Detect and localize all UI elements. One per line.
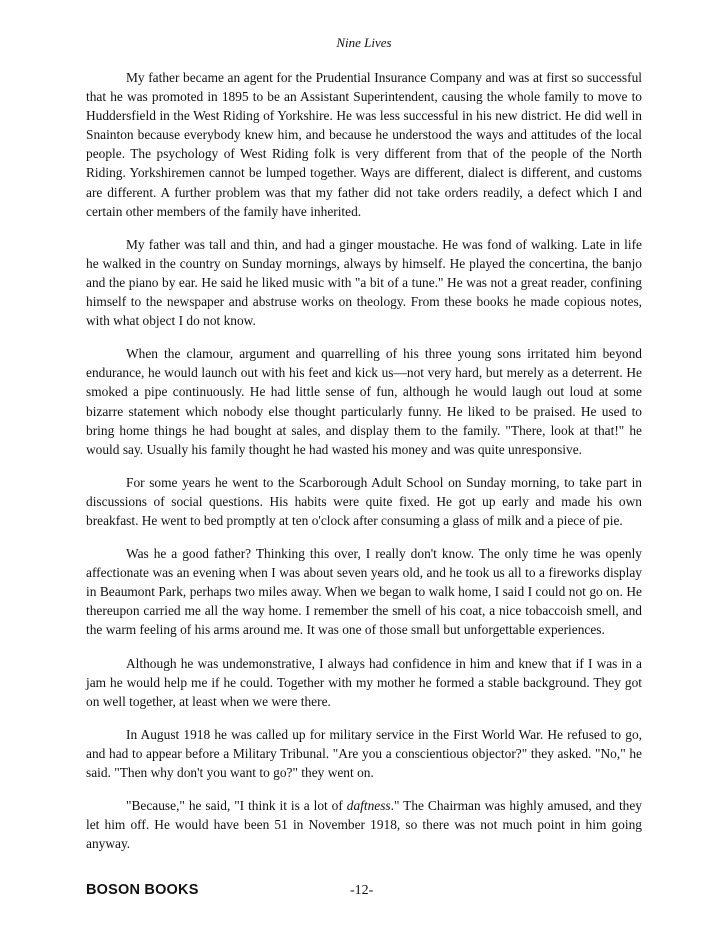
paragraph-last [86, 796, 642, 853]
paragraph-text-before: "Because," he said, "I think it is a lot of [126, 798, 347, 814]
paragraph: Although he was undemonstrative, I always had confidence in him and knew that if I was in a jam he would help me if he could. Together with my mother he formed a stable background. They got on well together, at least when we were there. [86, 655, 642, 709]
paragraph: In August 1918 he was called up for military service in the First World War. He refused to go, and had to appear before a Military Tribunal. "Are you a conscientious objector?" they asked. "No," he said. "Then why don't you want to go?" they went on. [86, 726, 642, 780]
page-number: -12- [350, 883, 374, 898]
paragraph: My father became an agent for the Prudential Insurance Company and was at first so successful that he was promoted in 1895 to be an Assistant Superintendent, causing the whole family to move to Huddersfield in the West Riding of Yorkshire. He was less successful in his new district. He did well in Snainton because everybody knew him, and because he understood the ways and attitudes of the local people. The psychology of West Riding folk is very different from that of the people of the North Riding. Yorkshiremen cannot be lumped together. Ways are different, dialect is different, and customs are different. A further problem was that my father did not take orders readily, a defect which I and certain other members of the family have inherited. [86, 70, 642, 219]
running-header: Nine Lives [336, 35, 392, 50]
paragraph: When the clamour, argument and quarrelling of his three young sons irritated him beyond endurance, he would launch out with his feet and kick us—not very hard, but merely as a deterrent. He smoked a pipe continuously. He had little sense of fun, although he would laugh out loud at some bizarre statement which nobody else thought particularly funny. He liked to be praised. He used to bring home things he had bought at sales, and display them to the family. "There, look at that!" he would say. Usually his family thought he had wasted his money and was quite unresponsive. [86, 346, 642, 457]
emphasized-word: daftness [346, 798, 391, 814]
paragraph-text-after: ." The Chairman was highly amused, and they let him off. He would have been 51 in November 1918, so there was not much point in him going anyway. [86, 798, 642, 852]
publisher-name: BOSON BOOKS [86, 882, 199, 898]
paragraph: My father was tall and thin, and had a ginger moustache. He was fond of walking. Late in life he walked in the country on Sunday mornings, always by himself. He played the concertina, the banjo and the piano by ear. He said he liked music with "a bit of a tune." He was not a great reader, confining himself to the newspaper and abstruse works on theology. From these books he made copious notes, with what object I do not know. [86, 236, 642, 329]
body-text [86, 68, 642, 867]
paragraph: Was he a good father? Thinking this over, I really don't know. The only time he was openly affectionate was an evening when I was about seven years old, and he took us all to a fireworks display in Beaumont Park, perhaps two miles away. When we began to walk home, I said I could not go on. He thereupon carried me all the way home. I remember the smell of his coat, a nice tobaccoish smell, and the warm feeling of his arms around me. It was one of those small but unforgettable experiences. [86, 546, 642, 638]
paragraph: For some years he went to the Scarborough Adult School on Sunday morning, to take part in discussions of social questions. His habits were quite fixed. He got up early and made his own breakfast. He went to bed promptly at ten o'clock after consuming a glass of milk and a piece of pie. [86, 474, 642, 528]
